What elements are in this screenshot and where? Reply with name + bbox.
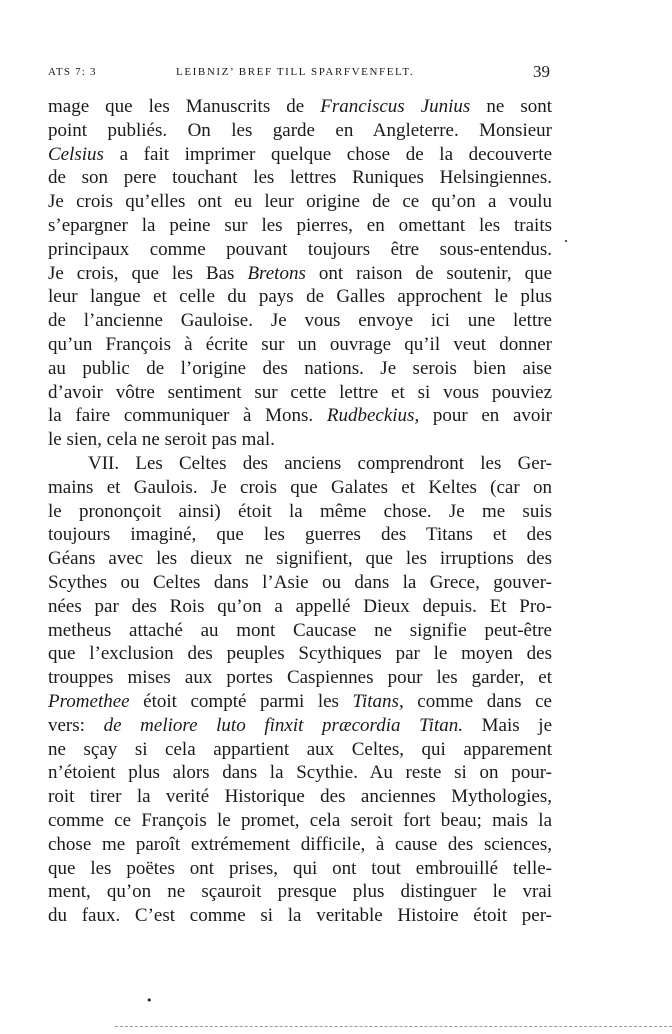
- text-line: [48, 904, 552, 928]
- text-line: [48, 452, 552, 476]
- text-segment: au public de l’origine des nations. Je serois bien aise: [48, 357, 552, 379]
- text-segment: s’epargner la peine sur les pierres, en omettant les traits: [48, 214, 552, 236]
- text-line: [48, 119, 552, 143]
- page-number: 39: [533, 62, 550, 81]
- text-segment: pour en avoir: [419, 405, 552, 427]
- text-line: [48, 880, 552, 904]
- text-line: [48, 523, 552, 547]
- text-line: [48, 690, 552, 714]
- margin-speck: [565, 240, 567, 242]
- text-segment: de l’ancienne Gauloise. Je vous envoye ici une lettre: [48, 310, 552, 332]
- body-text: [48, 95, 552, 928]
- text-segment: le prononçoit ainsi) étoit la même chose. Je me suis: [48, 500, 552, 522]
- text-segment: que les poëtes ont prises, qui ont tout embrouillé telle-: [48, 857, 552, 879]
- text-segment: le sien, cela ne seroit pas mal.: [48, 429, 275, 451]
- italic-segment: Titans,: [352, 690, 404, 712]
- text-line: [48, 333, 552, 357]
- text-line: [48, 476, 552, 500]
- text-line: [48, 238, 552, 262]
- text-segment: trouppes mises aux portes Caspiennes pour les garder, et: [48, 667, 552, 689]
- text-segment: nées par des Rois qu’on a appellé Dieux depuis. Et Pro-: [48, 595, 552, 617]
- text-segment: leur langue et celle du pays de Galles approchent le plus: [48, 286, 552, 308]
- text-line: [48, 309, 552, 333]
- italic-segment: Promethee: [48, 690, 130, 712]
- italic-segment: de meliore luto finxit præcordia Titan.: [103, 714, 463, 736]
- text-line: [48, 285, 552, 309]
- text-line: [48, 547, 552, 571]
- text-segment: comme ce François le promet, cela seroit fort beau; mais la: [48, 809, 552, 831]
- text-segment: n’étoient plus alors dans la Scythie. Au reste si on pour-: [48, 762, 552, 784]
- text-line: [48, 143, 552, 167]
- text-segment: roit tirer la verité Historique des anciennes Mythologies,: [48, 786, 552, 808]
- bottom-rule: [115, 1026, 672, 1028]
- italic-segment: Rudbeckius,: [326, 405, 420, 427]
- text-line: [48, 357, 552, 381]
- running-head: [48, 62, 552, 82]
- text-segment: Je crois qu’elles ont eu leur origine de ce qu’on a voulu: [48, 191, 552, 213]
- text-segment: mage que les Manuscrits de: [48, 96, 321, 117]
- text-line: [48, 642, 552, 666]
- text-segment: VII. Les Celtes des anciens comprendront les Ger-: [88, 452, 552, 474]
- text-segment: metheus attaché au mont Caucase ne signifie peut-être: [48, 619, 552, 641]
- text-line: [48, 809, 552, 833]
- text-segment: principaux comme pouvant toujours être sous-entendus.: [48, 238, 552, 260]
- text-segment: Mais je: [463, 714, 553, 736]
- text-line: [48, 428, 552, 452]
- text-segment: ment, qu’on ne sçauroit presque plus distinguer le vrai: [48, 881, 552, 903]
- text-segment: mains et Gaulois. Je crois que Galates et Keltes (car on: [48, 476, 552, 498]
- text-line: [48, 214, 552, 238]
- text-line: [48, 95, 552, 119]
- text-line: [48, 381, 552, 405]
- text-line: [48, 190, 552, 214]
- footer-mark: •: [146, 994, 153, 1007]
- text-line: [48, 666, 552, 690]
- text-segment: comme dans ce: [403, 690, 552, 712]
- text-line: [48, 595, 552, 619]
- text-line: [48, 833, 552, 857]
- text-line: [48, 404, 552, 428]
- text-segment: qu’un François à écrite sur un ouvrage qu’il veut donner: [48, 333, 552, 355]
- text-segment: ne sçay si cela appartient aux Celtes, qui apparement: [48, 738, 552, 760]
- running-title: LEIBNIZ’ BREF TILL SPARFVENFELT.: [176, 66, 415, 78]
- text-segment: vers:: [48, 714, 104, 736]
- text-line: [48, 262, 552, 286]
- text-segment: a fait imprimer quelque chose de la decouverte: [103, 143, 552, 165]
- text-line: [48, 714, 552, 738]
- text-segment: ont raison de soutenir, que: [305, 262, 552, 284]
- text-segment: d’avoir vôtre sentiment sur cette lettre et si vous pouviez: [48, 381, 552, 403]
- text-segment: toujours imaginé, que les guerres des Titans et des: [48, 524, 552, 546]
- text-segment: ne sont: [470, 96, 552, 117]
- text-segment: point publiés. On les garde en Angleterre. Monsieur: [48, 119, 552, 141]
- text-segment: Scythes ou Celtes dans l’Asie ou dans la Grece, gouver-: [48, 571, 552, 593]
- text-line: [48, 500, 552, 524]
- text-segment: étoit compté parmi les: [129, 690, 353, 712]
- text-segment: que l’exclusion des peuples Scythiques par le moyen des: [48, 643, 552, 665]
- text-line: [48, 857, 552, 881]
- italic-segment: Franciscus Junius: [320, 96, 471, 117]
- text-line: [48, 761, 552, 785]
- italic-segment: Celsius: [48, 143, 104, 165]
- text-line: [48, 738, 552, 762]
- text-line: [48, 166, 552, 190]
- text-segment: chose me paroît extrémement difficile, à cause des sciences,: [48, 833, 552, 855]
- text-line: [48, 785, 552, 809]
- text-segment: de son pere touchant les lettres Runiques Helsingiennes.: [48, 167, 552, 189]
- text-line: [48, 619, 552, 643]
- text-segment: Je crois, que les Bas: [48, 262, 248, 284]
- text-segment: Géans avec les dieux ne signifient, que les irruptions des: [48, 548, 552, 570]
- text-segment: du faux. C’est comme si la veritable Histoire étoit per-: [48, 905, 552, 927]
- text-line: [48, 571, 552, 595]
- italic-segment: Bretons: [247, 262, 306, 284]
- series-reference: ATS 7: 3: [48, 66, 97, 78]
- text-segment: la faire communiquer à Mons.: [48, 405, 327, 427]
